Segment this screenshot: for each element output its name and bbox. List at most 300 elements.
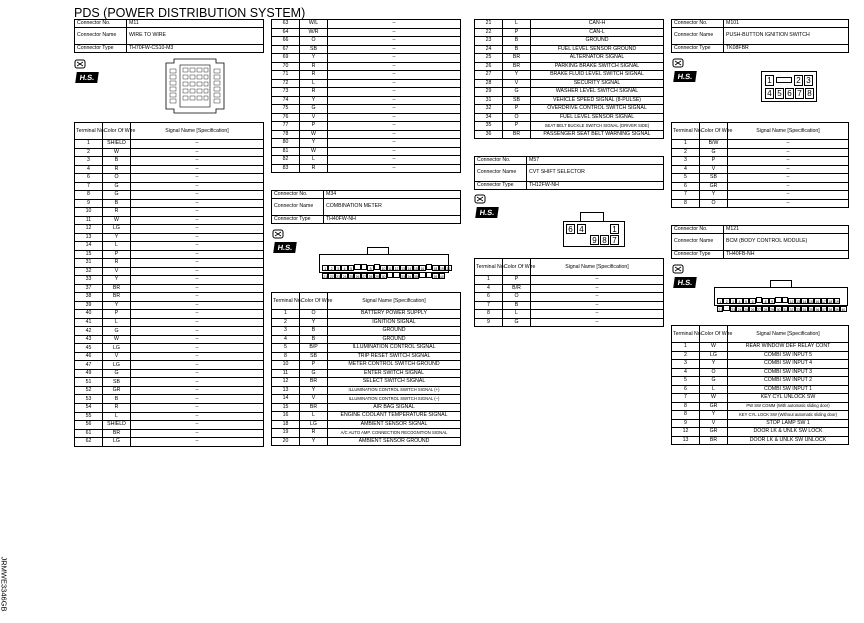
terminal-no-cell: 1 xyxy=(672,343,700,352)
wire-color-cell: G xyxy=(103,369,131,378)
signal-name-cell: PASSENGER SEAT BELT WARNING SIGNAL xyxy=(531,130,664,139)
signal-name-cell: – xyxy=(131,378,264,387)
table-row xyxy=(272,45,461,54)
table-row xyxy=(75,369,264,378)
terminal-no-cell: 66 xyxy=(272,37,300,46)
connector-pin xyxy=(387,272,393,278)
connector-pin: 25 xyxy=(744,308,748,312)
connector-name-value: CVT SHIFT SELECTOR xyxy=(527,165,664,182)
terminal-no-cell: 6 xyxy=(475,293,503,302)
connector-pin: 14 xyxy=(802,300,807,304)
terminal-no-header: Terminal No. xyxy=(672,123,700,140)
table-row xyxy=(475,284,664,293)
terminal-no-header: Terminal No. xyxy=(672,326,700,343)
table-row xyxy=(672,436,849,445)
connector-name-value: BCM (BODY CONTROL MODULE) xyxy=(724,234,849,251)
terminal-no-cell: 29 xyxy=(475,88,503,97)
terminal-no-cell: 11 xyxy=(75,216,103,225)
terminal-table-m34-continued xyxy=(474,19,664,139)
terminal-no-cell: 36 xyxy=(475,130,503,139)
wire-color-cell: BR xyxy=(103,293,131,302)
table-row xyxy=(475,293,664,302)
wire-color-cell: G xyxy=(503,318,531,327)
signal-name-cell: – xyxy=(328,28,461,37)
connector-pin: 1 xyxy=(717,298,723,304)
terminal-no-cell: 61 xyxy=(75,429,103,438)
wire-color-cell: L xyxy=(300,156,328,165)
connector-pin: 27 xyxy=(757,308,761,312)
terminal-no-cell: 37 xyxy=(75,284,103,293)
connector-info-m101 xyxy=(671,19,849,53)
table-row xyxy=(475,79,664,88)
connector-pin: 5 xyxy=(348,265,354,271)
pin-9: 9 xyxy=(590,235,599,245)
terminal-no-cell: 5 xyxy=(672,174,700,183)
terminal-no-cell: 4 xyxy=(475,284,503,293)
connector-key-slot xyxy=(776,77,792,83)
signal-name-cell: – xyxy=(728,199,849,208)
wire-color-cell: V xyxy=(300,113,328,122)
wire-color-cell: SB xyxy=(300,352,328,361)
table-row xyxy=(475,310,664,319)
connector-no-value: M11 xyxy=(127,20,264,28)
table-row xyxy=(75,276,264,285)
signal-name-cell: – xyxy=(728,148,849,157)
terminal-no-cell: 1 xyxy=(272,310,300,319)
terminal-no-cell: 13 xyxy=(75,233,103,242)
table-row xyxy=(75,140,264,149)
wire-color-cell: Y xyxy=(103,301,131,310)
wire-color-cell: Y xyxy=(300,386,328,395)
table-row xyxy=(672,157,849,166)
harness-connector-icon xyxy=(671,262,685,276)
terminal-no-cell: 13 xyxy=(272,386,300,395)
terminal-no-cell: 39 xyxy=(75,301,103,310)
table-row xyxy=(272,105,461,114)
signal-name-cell: – xyxy=(131,361,264,370)
terminal-no-cell: 42 xyxy=(75,327,103,336)
signal-name-cell: COMBI SW INPUT 3 xyxy=(728,368,849,377)
wire-color-cell: B xyxy=(300,327,328,336)
signal-name-cell: – xyxy=(328,62,461,71)
signal-name-cell: – xyxy=(131,352,264,361)
page-title: PDS (POWER DISTRIBUTION SYSTEM) xyxy=(74,6,306,20)
terminal-no-cell: 5 xyxy=(272,344,300,353)
terminal-no-cell: 40 xyxy=(75,310,103,319)
wire-color-cell: GR xyxy=(700,182,728,191)
table-row xyxy=(272,139,461,148)
terminal-no-cell: 6 xyxy=(672,182,700,191)
signal-name-cell: ENTER SWITCH SIGNAL xyxy=(328,369,461,378)
hs-badge: H.S. xyxy=(673,277,697,288)
table-row xyxy=(75,310,264,319)
table-row xyxy=(272,79,461,88)
terminal-no-header: Terminal No. xyxy=(475,259,503,276)
table-row xyxy=(672,368,849,377)
terminal-table-m121 xyxy=(671,325,849,445)
signal-name-cell: – xyxy=(131,140,264,149)
table-row xyxy=(672,385,849,394)
connector-pin: 12 xyxy=(789,300,794,304)
wire-color-cell: W xyxy=(700,343,728,352)
table-row xyxy=(272,395,461,404)
wire-color-cell: R xyxy=(300,71,328,80)
signal-name-cell: – xyxy=(328,105,461,114)
signal-name-cell: – xyxy=(131,318,264,327)
table-row xyxy=(272,62,461,71)
wire-color-cell: R xyxy=(300,62,328,71)
document-code: JRMWE3346GB xyxy=(0,556,9,612)
table-row xyxy=(672,360,849,369)
wire-color-cell: BR xyxy=(503,54,531,63)
connector-pin: 33 xyxy=(796,308,800,312)
signal-name-cell: – xyxy=(131,284,264,293)
signal-name-cell: – xyxy=(328,71,461,80)
connector-pin: 3 xyxy=(335,265,341,271)
wire-color-cell: L xyxy=(300,79,328,88)
table-row xyxy=(475,105,664,114)
table-row xyxy=(272,361,461,370)
wire-color-cell: SHIELD xyxy=(103,421,131,430)
table-row xyxy=(75,259,264,268)
connector-pin: 28 xyxy=(763,308,768,312)
signal-name-cell: AMBIENT SENSOR SIGNAL xyxy=(328,420,461,429)
connector-info-m57 xyxy=(474,156,664,190)
connector-pin: 24 xyxy=(737,308,742,312)
table-row xyxy=(672,394,849,403)
signal-name-cell: – xyxy=(531,318,664,327)
terminal-no-cell: 3 xyxy=(272,327,300,336)
terminal-no-cell: 7 xyxy=(672,394,700,403)
wire-color-cell: B xyxy=(103,199,131,208)
signal-name-cell: DOOR LK & UNLK SW LOCK xyxy=(728,428,849,437)
terminal-no-cell: 74 xyxy=(272,96,300,105)
connector-lock-tab xyxy=(367,247,389,254)
connector-pin: 35 xyxy=(414,275,418,279)
signal-name-cell: – xyxy=(328,164,461,173)
terminal-no-cell: 49 xyxy=(75,369,103,378)
signal-name-cell: TRIP RESET SWITCH SIGNAL xyxy=(328,352,461,361)
table-row xyxy=(272,71,461,80)
harness-connector-icon xyxy=(671,56,685,70)
wire-color-cell: O xyxy=(700,368,728,377)
terminal-no-cell: 34 xyxy=(475,113,503,122)
signal-name-cell: – xyxy=(131,250,264,259)
wire-color-cell: L xyxy=(503,310,531,319)
table-row xyxy=(672,165,849,174)
table-row xyxy=(475,62,664,71)
table-row xyxy=(272,122,461,131)
wire-color-cell: R xyxy=(103,403,131,412)
connector-pin: 28 xyxy=(368,275,373,279)
signal-name-cell: – xyxy=(328,54,461,63)
signal-name-cell: – xyxy=(131,182,264,191)
signal-name-cell: – xyxy=(131,412,264,421)
wire-color-cell: L xyxy=(300,412,328,421)
table-row xyxy=(75,352,264,361)
wire-color-cell: P xyxy=(103,310,131,319)
signal-name-cell: – xyxy=(728,191,849,200)
table-row xyxy=(272,369,461,378)
signal-name-cell: GROUND xyxy=(531,37,664,46)
connector-pin: 15 xyxy=(414,267,418,271)
pin-7: 7 xyxy=(610,235,619,245)
wire-color-cell: BR xyxy=(103,284,131,293)
connector-pin: 2 xyxy=(723,298,729,304)
terminal-no-cell: 81 xyxy=(272,147,300,156)
signal-name-header: Signal Name [Specification] xyxy=(131,123,264,140)
terminal-no-cell: 12 xyxy=(75,225,103,234)
signal-name-cell: – xyxy=(131,421,264,430)
connector-no-value: M34 xyxy=(324,191,461,199)
table-row xyxy=(75,182,264,191)
hs-badge: H.S. xyxy=(75,72,99,83)
terminal-no-cell: 31 xyxy=(475,96,503,105)
terminal-no-cell: 43 xyxy=(75,335,103,344)
signal-name-cell: – xyxy=(328,20,461,29)
table-row xyxy=(475,301,664,310)
terminal-no-header: Terminal No. xyxy=(75,123,103,140)
wire-color-cell: BR xyxy=(300,378,328,387)
signal-name-cell: SELECT SWITCH SIGNAL xyxy=(328,378,461,387)
connector-pin: 23 xyxy=(731,308,735,312)
wire-color-cell: Y xyxy=(700,191,728,200)
signal-name-cell: – xyxy=(131,242,264,251)
wire-color-cell: B xyxy=(503,301,531,310)
wire-color-cell: R xyxy=(103,208,131,217)
table-row xyxy=(75,386,264,395)
signal-name-cell: REAR WINDOW DEF RELAY CONT xyxy=(728,343,849,352)
connector-pin: 24 xyxy=(342,275,347,279)
terminal-no-cell: 21 xyxy=(475,20,503,29)
wire-color-cell: P xyxy=(503,122,531,131)
signal-name-cell: ILLUMINATION CONTROL SWITCH SIGNAL (–) xyxy=(328,395,461,404)
terminal-no-cell: 75 xyxy=(272,105,300,114)
table-row xyxy=(672,428,849,437)
terminal-no-header: Terminal No. xyxy=(272,293,300,310)
connector-type-value: TH40FW-NH xyxy=(324,216,461,224)
connector-type-label: Connector Type xyxy=(672,251,724,259)
table-row xyxy=(272,403,461,412)
table-row xyxy=(75,225,264,234)
table-row xyxy=(672,182,849,191)
connector-pin: 18 xyxy=(433,267,438,271)
table-row xyxy=(272,113,461,122)
pin-1: 1 xyxy=(765,75,774,86)
signal-name-cell: – xyxy=(131,267,264,276)
signal-name-cell: ILLUMINATION CONTROL SWITCH SIGNAL (+) xyxy=(328,386,461,395)
connector-pin: 13 xyxy=(796,300,800,304)
wire-color-cell: B xyxy=(503,45,531,54)
terminal-no-cell: 19 xyxy=(272,429,300,438)
signal-name-cell: – xyxy=(131,157,264,166)
signal-name-cell: – xyxy=(328,88,461,97)
wire-color-cell: P xyxy=(700,157,728,166)
wire-color-cell: B/W xyxy=(700,140,728,149)
terminal-no-cell: 8 xyxy=(272,352,300,361)
wire-color-cell: LG xyxy=(103,438,131,447)
table-row xyxy=(75,233,264,242)
connector-pin: 4 xyxy=(736,298,742,304)
terminal-no-cell: 1 xyxy=(475,276,503,285)
signal-name-cell: – xyxy=(728,157,849,166)
terminal-no-cell: 67 xyxy=(272,45,300,54)
connector-pin: 39 xyxy=(834,308,839,312)
connector-no-value: M57 xyxy=(527,157,664,165)
signal-name-cell: – xyxy=(131,276,264,285)
signal-name-cell: – xyxy=(131,208,264,217)
terminal-no-cell: 56 xyxy=(75,421,103,430)
signal-name-cell: IGNITION SIGNAL xyxy=(328,318,461,327)
terminal-no-cell: 3 xyxy=(672,360,700,369)
wire-color-cell: GR xyxy=(103,386,131,395)
wire-color-cell: O xyxy=(503,113,531,122)
signal-name-header: Signal Name [Specification] xyxy=(728,123,849,140)
table-row xyxy=(75,344,264,353)
connector-pin: 8 xyxy=(367,265,373,271)
wire-color-cell: B xyxy=(103,157,131,166)
terminal-no-cell: 9 xyxy=(75,199,103,208)
wire-color-cell: P xyxy=(503,105,531,114)
table-row xyxy=(272,437,461,446)
terminal-no-cell: 62 xyxy=(75,438,103,447)
signal-name-cell: – xyxy=(131,335,264,344)
terminal-no-cell: 32 xyxy=(475,105,503,114)
terminal-no-cell: 2 xyxy=(272,318,300,327)
table-row xyxy=(475,28,664,37)
signal-name-cell: – xyxy=(131,386,264,395)
signal-name-cell: – xyxy=(328,156,461,165)
connector-name-label: Connector Name xyxy=(272,199,324,216)
wire-color-cell: SB xyxy=(700,174,728,183)
signal-name-cell: – xyxy=(131,344,264,353)
wire-color-cell: G xyxy=(103,327,131,336)
wire-color-cell: Y xyxy=(300,437,328,446)
signal-name-cell: – xyxy=(328,113,461,122)
signal-name-cell: – xyxy=(131,395,264,404)
hs-badge: H.S. xyxy=(475,207,499,218)
harness-connector-icon xyxy=(473,192,487,206)
connector-pin: 3 xyxy=(730,298,736,304)
signal-name-cell: – xyxy=(531,301,664,310)
signal-name-cell: COMBI SW INPUT 2 xyxy=(728,377,849,386)
wire-color-cell: V xyxy=(103,267,131,276)
connector-pin: 2 xyxy=(328,265,334,271)
terminal-no-cell: 45 xyxy=(75,344,103,353)
connector-m121-diagram xyxy=(714,287,848,312)
connector-pin: 16 xyxy=(815,300,820,304)
wire-color-cell: P xyxy=(103,250,131,259)
table-row xyxy=(75,250,264,259)
harness-connector-icon xyxy=(73,57,87,71)
connector-type-label: Connector Type xyxy=(672,45,724,53)
connector-info-m121 xyxy=(671,225,849,259)
hs-badge: H.S. xyxy=(273,242,297,253)
terminal-no-cell: 4 xyxy=(75,165,103,174)
signal-name-header: Signal Name [Specification] xyxy=(728,326,849,343)
signal-name-cell: – xyxy=(531,293,664,302)
terminal-no-cell: 1 xyxy=(75,140,103,149)
wire-color-cell: O xyxy=(300,37,328,46)
wire-color-cell: W xyxy=(300,147,328,156)
signal-name-cell: – xyxy=(131,438,264,447)
terminal-no-cell: 12 xyxy=(672,428,700,437)
connector-pin: 13 xyxy=(401,267,405,271)
connector-pin: 19 xyxy=(439,267,444,271)
signal-name-cell: COMBI SW INPUT 5 xyxy=(728,351,849,360)
table-row xyxy=(272,28,461,37)
wire-color-cell: LG xyxy=(700,351,728,360)
table-row xyxy=(672,148,849,157)
wire-color-cell: Y xyxy=(103,233,131,242)
signal-name-cell: ENGINE COOLANT TEMPERATURE SIGNAL xyxy=(328,412,461,421)
connector-no-label: Connector No. xyxy=(475,157,527,165)
signal-name-cell: – xyxy=(728,174,849,183)
connector-pin: 30 xyxy=(381,275,386,279)
terminal-no-cell: 9 xyxy=(672,419,700,428)
wire-color-cell: V xyxy=(700,419,728,428)
terminal-no-cell: 16 xyxy=(272,412,300,421)
connector-name-label: Connector Name xyxy=(672,28,724,45)
terminal-no-cell: 83 xyxy=(272,164,300,173)
wire-color-cell: L xyxy=(103,242,131,251)
wire-color-cell: R xyxy=(300,88,328,97)
wire-color-cell: R xyxy=(300,164,328,173)
connector-name-label: Connector Name xyxy=(672,234,724,251)
wire-color-cell: BR xyxy=(300,403,328,412)
terminal-no-cell: 78 xyxy=(272,130,300,139)
wire-color-cell: Y xyxy=(300,54,328,63)
wire-color-cell: L xyxy=(700,385,728,394)
connector-pin xyxy=(723,305,729,311)
table-row xyxy=(75,284,264,293)
table-row xyxy=(272,310,461,319)
table-row xyxy=(475,45,664,54)
table-row xyxy=(75,216,264,225)
signal-name-cell: – xyxy=(328,37,461,46)
signal-name-cell: – xyxy=(328,147,461,156)
pin-3: 3 xyxy=(804,75,813,86)
wire-color-cell: L xyxy=(103,412,131,421)
wire-color-cell: GR xyxy=(700,402,728,411)
table-row xyxy=(75,301,264,310)
table-row xyxy=(672,191,849,200)
signal-name-cell: ILLUMINATION CONTROL SIGNAL xyxy=(328,344,461,353)
wire-color-cell: W/L xyxy=(300,20,328,29)
connector-name-value: PUSH-BUTTON IGNITION SWITCH xyxy=(724,28,849,45)
connector-pin: 5 xyxy=(743,298,749,304)
wire-color-cell: W/R xyxy=(300,28,328,37)
connector-pin: 25 xyxy=(349,275,353,279)
wire-color-cell: B xyxy=(503,37,531,46)
table-row xyxy=(672,411,849,420)
table-row xyxy=(272,156,461,165)
table-row xyxy=(75,242,264,251)
signal-name-cell: METER CONTROL SWITCH GROUND xyxy=(328,361,461,370)
wire-color-cell: BR xyxy=(503,130,531,139)
terminal-no-cell: 20 xyxy=(272,437,300,446)
signal-name-cell: – xyxy=(131,293,264,302)
connector-pin: 35 xyxy=(809,308,813,312)
wire-color-cell: Y xyxy=(300,96,328,105)
connector-pin: 36 xyxy=(815,308,820,312)
connector-type-value: TH40FB-NH xyxy=(724,251,849,259)
terminal-no-cell: 18 xyxy=(272,420,300,429)
terminal-no-cell: 12 xyxy=(272,378,300,387)
terminal-no-cell: 80 xyxy=(272,139,300,148)
connector-pin: 15 xyxy=(809,300,813,304)
table-row xyxy=(272,164,461,173)
